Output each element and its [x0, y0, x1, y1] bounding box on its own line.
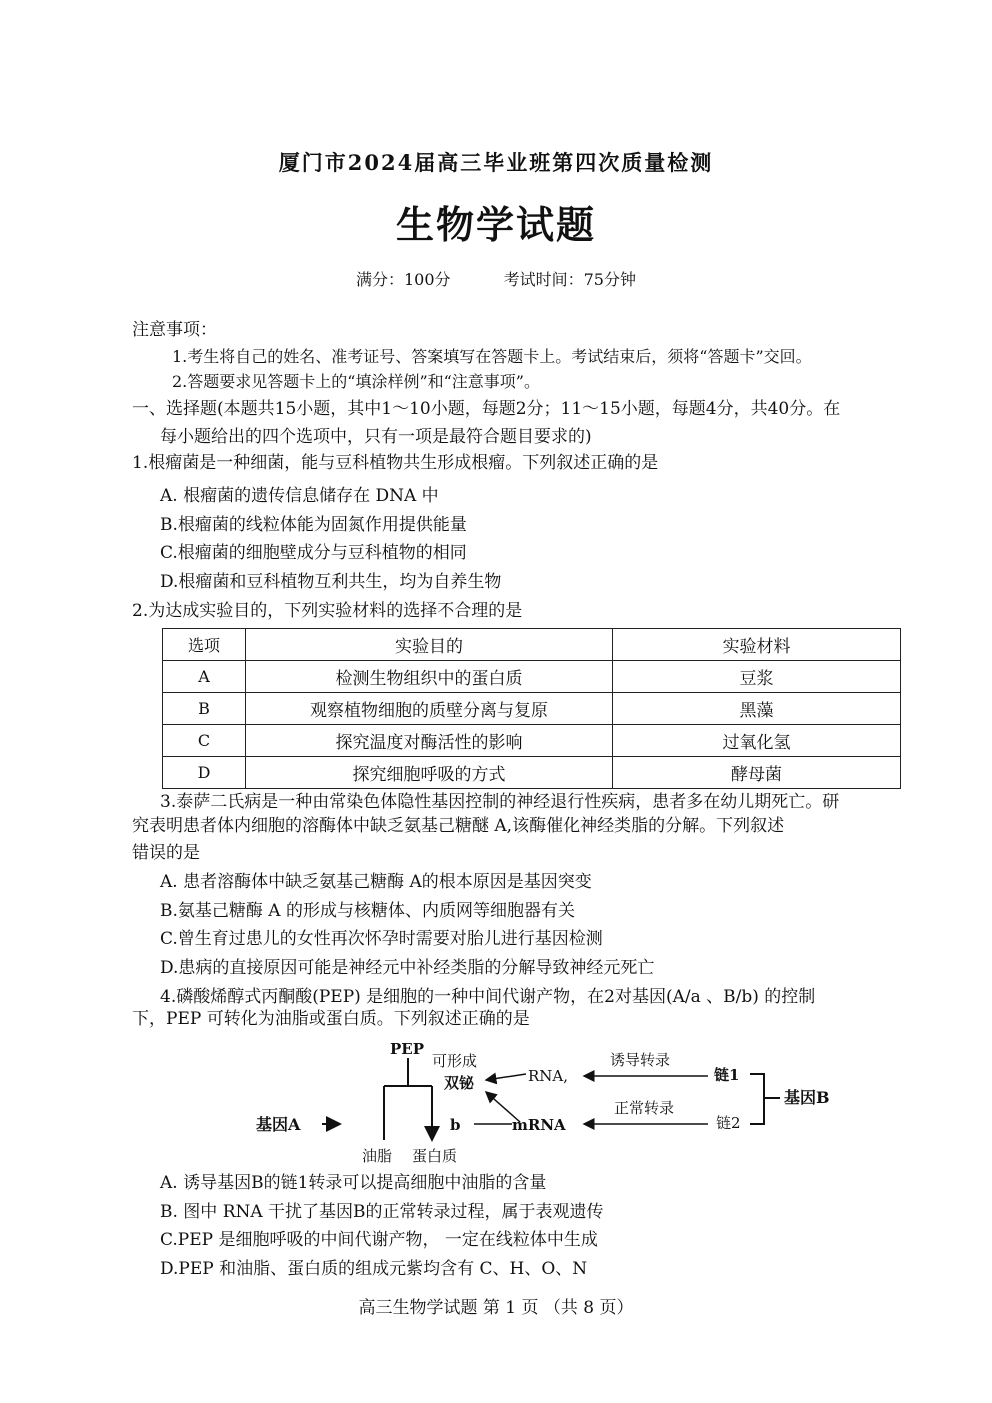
table-cell: B — [163, 693, 246, 725]
diagram-b-label: b — [450, 1116, 461, 1134]
diagram-induced-label: 诱导转录 — [610, 1051, 671, 1069]
table-cell: D — [163, 757, 246, 789]
table-row — [163, 661, 901, 693]
section-heading: 一、选择题(本题共15小题，其中1～10小题，每题2分；11～15小题，每题4分，共40分。在 — [132, 399, 841, 419]
diagram-double-strand-label: 双铋 — [444, 1074, 475, 1092]
diagram-chain2-label: 链2 — [716, 1114, 741, 1132]
table-cell: 探究温度对酶活性的影响 — [246, 725, 613, 757]
q4-option-c: C.PEP 是细胞呼吸的中间代谢产物， 一定在线粒体中生成 — [160, 1230, 598, 1250]
exam-meta — [0, 267, 992, 290]
q3-option-a: A. 患者溶酶体中缺乏氨基己糖酶 A的根本原因是基因突变 — [160, 872, 592, 892]
notice-item-1: 1.考生将自己的姓名、准考证号、答案填写在答题卡上。考试结束后，须将“答题卡”交回。 — [172, 347, 812, 366]
rna-to-double-arrow — [486, 1074, 526, 1080]
table-cell: 酵母菌 — [613, 757, 901, 789]
table-header-row — [163, 629, 901, 661]
table-cell: 检测生物组织中的蛋白质 — [246, 661, 613, 693]
notice-heading: 注意事项： — [132, 320, 217, 340]
diagram-gene-b-label: 基因B — [784, 1088, 830, 1107]
table-row — [163, 693, 901, 725]
table-row — [163, 725, 901, 757]
table-cell: 黑藻 — [613, 693, 901, 725]
q4-option-a: A. 诱导基因B的链1转录可以提高细胞中油脂的含量 — [160, 1173, 547, 1193]
exam-time: 考试时间：75分钟 — [503, 270, 636, 289]
q1-option-c: C.根瘤菌的细胞壁成分与豆科植物的相同 — [160, 543, 467, 563]
q4-pathway-diagram — [250, 1036, 850, 1171]
q3-stem-line-3: 错误的是 — [132, 843, 200, 863]
q4-option-d: D.PEP 和油脂、蛋白质的组成元紫均含有 C、H、O、N — [160, 1259, 588, 1279]
diagram-pep-label: PEP — [390, 1040, 424, 1058]
exam-name: 厦门市2024届高三毕业班第四次质量检测 — [278, 150, 714, 175]
table-cell: A — [163, 661, 246, 693]
notice-item-2: 2.答题要求见答题卡上的“填涂样例”和“注意事项”。 — [172, 372, 540, 391]
diagram-normal-label: 正常转录 — [614, 1099, 675, 1117]
table-header-cell: 实验材料 — [613, 629, 901, 661]
q2-stem: 2.为达成实验目的，下列实验材料的选择不合理的是 — [132, 601, 523, 621]
gene-b-bracket — [750, 1074, 780, 1124]
diagram-chain1-label: 链1 — [714, 1066, 740, 1084]
q3-option-d: D.患病的直接原因可能是神经元中补经类脂的分解导致神经元死亡 — [160, 958, 655, 978]
diagram-can-form-label: 可形成 — [432, 1052, 478, 1070]
q3-stem-line-1: 3.泰萨二氏病是一种由常染色体隐性基因控制的神经退行性疾病，患者多在幼儿期死亡。研 — [160, 792, 840, 812]
q4-stem-line-2: 下，PEP 可转化为油脂或蛋白质。下列叙述正确的是 — [132, 1009, 530, 1029]
q4-option-b: B. 图中 RNA 干扰了基因B的正常转录过程，属于表观遗传 — [160, 1202, 604, 1222]
diagram-mrna-label: mRNA — [512, 1116, 566, 1134]
diagram-oil-label: 油脂 — [362, 1147, 393, 1165]
q3-stem-line-2: 究表明患者体内细胞的溶酶体中缺乏氨基己糖醚 A,该酶催化神经类脂的分解。下列叙述 — [132, 816, 785, 836]
q1-option-d: D.根瘤菌和豆科植物互利共生，均为自养生物 — [160, 572, 502, 592]
q1-stem: 1.根瘤菌是一种细菌，能与豆科植物共生形成根瘤。下列叙述正确的是 — [132, 453, 659, 473]
table-cell: 过氧化氢 — [613, 725, 901, 757]
q1-option-b: B.根瘤菌的线粒体能为固氮作用提供能量 — [160, 515, 467, 535]
q2-table — [162, 628, 901, 789]
q4-stem-line-1: 4.磷酸烯醇式丙酮酸(PEP) 是细胞的一种中间代谢产物，在2对基因(A/a 、B/b) 的控制 — [160, 987, 816, 1007]
table-cell: C — [163, 725, 246, 757]
diagram-gene-a-label: 基因A — [256, 1115, 301, 1134]
section-heading-cont: 每小题给出的四个选项中，只有一项是最符合题目要求的) — [160, 427, 592, 447]
page-footer: 高三生物学试题 第 1 页 （共 8 页） — [358, 1298, 634, 1318]
q1-option-a: A. 根瘤菌的遗传信息储存在 DNA 中 — [160, 486, 439, 506]
table-cell: 豆浆 — [613, 661, 901, 693]
q3-option-b: B.氨基己糖酶 A 的形成与核糖体、内质网等细胞器有关 — [160, 901, 575, 921]
table-cell: 探究细胞呼吸的方式 — [246, 757, 613, 789]
diagram-rna-label: RNA, — [528, 1067, 569, 1085]
diagram-protein-label: 蛋白质 — [412, 1147, 458, 1165]
table-cell: 观察植物细胞的质壁分离与复原 — [246, 693, 613, 725]
table-row — [163, 757, 901, 789]
q3-option-c: C.曾生育过患儿的女性再次怀孕时需要对胎儿进行基因检测 — [160, 929, 603, 949]
full-score: 满分：100分 — [355, 270, 451, 289]
table-header-cell: 选项 — [163, 629, 246, 661]
subject-title: 生物学试题 — [395, 202, 596, 247]
table-header-cell: 实验目的 — [246, 629, 613, 661]
